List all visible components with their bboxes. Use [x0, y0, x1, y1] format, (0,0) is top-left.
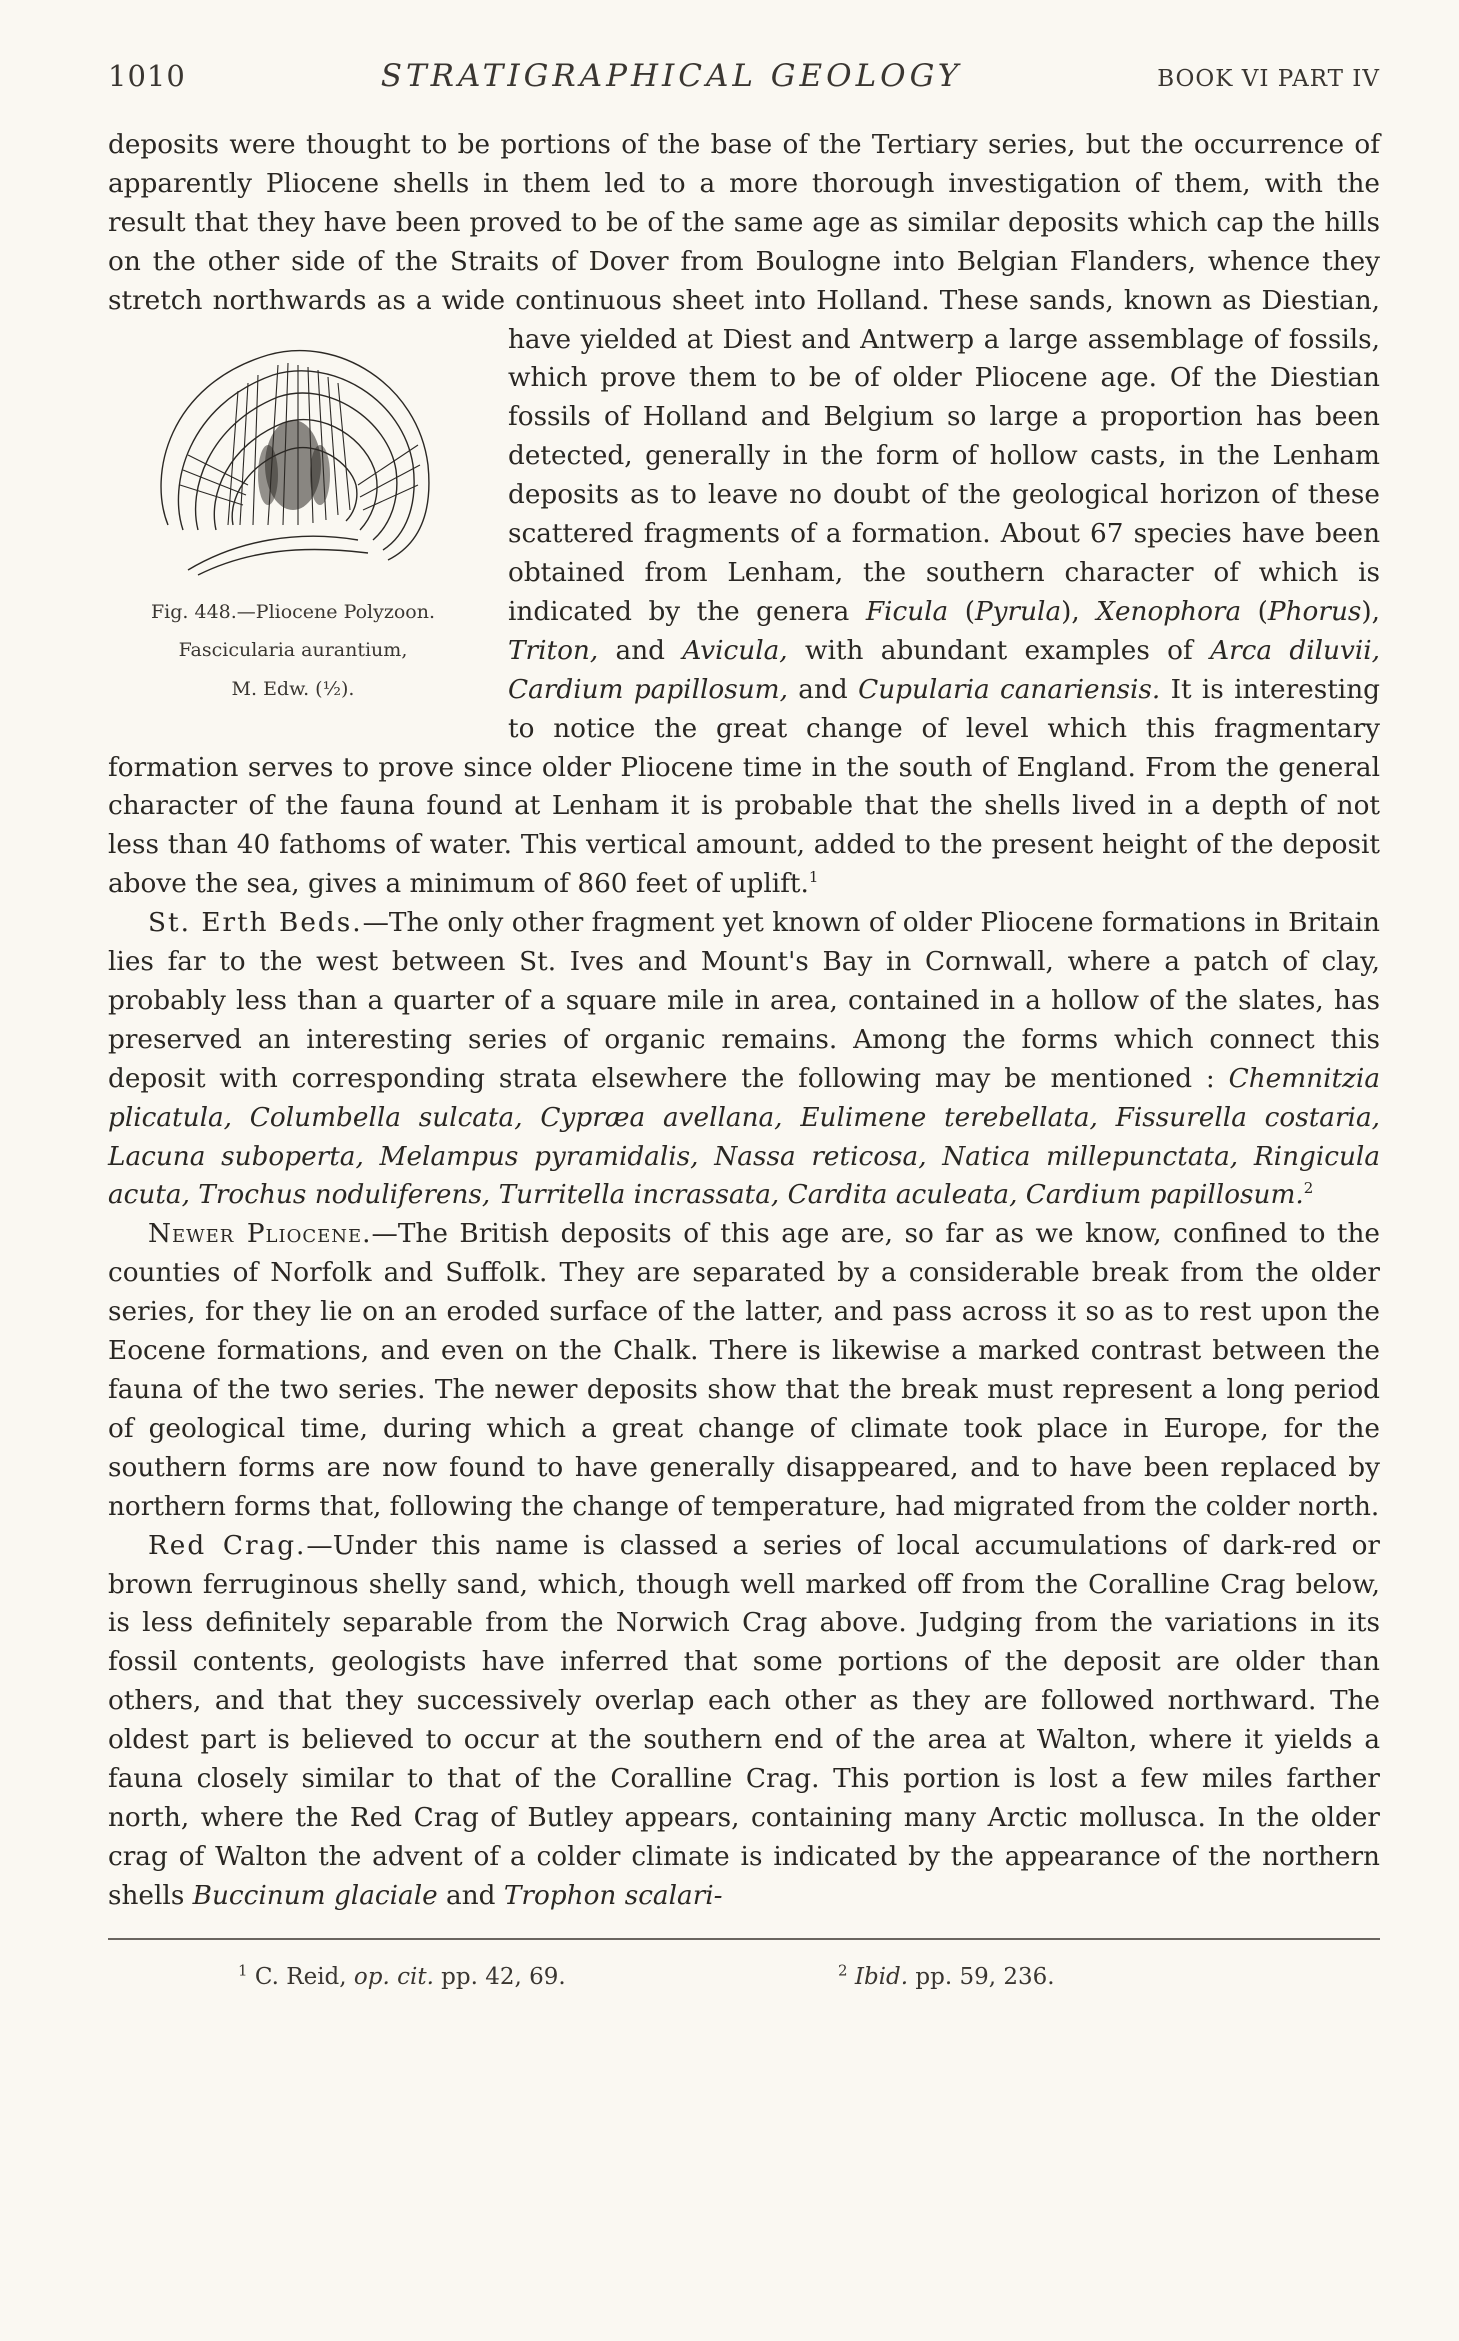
- genus-name: Phorus: [1267, 596, 1362, 627]
- paragraph-text: and: [787, 674, 859, 705]
- paragraph-red-crag: [108, 1527, 1380, 1916]
- polyzoon-engraving-icon: [128, 325, 458, 585]
- genus-name: Xenophora: [1096, 596, 1242, 627]
- paragraph-text: —Under this name is classed a series of local accumulations of dark-red or brown ferruginous shelly sand, which, though well marked off from the Coralline Crag below, is less definitely separable from the Norwich Crag above. Judging from the variations in its fossil contents, geologists have inferred that some portions of the deposit are older than others, and that they successively overlap each other as they are followed northward. The oldest part is believed to occur at the southern end of the area at Walton, where it yields a fauna closely similar to that of the Coralline Crag. This portion is lost a few miles farther north, where the Red Crag of Butley appears, containing many Arctic mollusca. In the older crag of Walton the advent of a colder climate is indicated by the appearance of the northern shells: [108, 1530, 1380, 1911]
- section-heading: Red Crag.: [148, 1530, 307, 1561]
- species-name: Arca diluvii, Cardium papillosum,: [508, 635, 1381, 705]
- caption-line: Fascicularia aurantium,: [178, 639, 408, 662]
- caption-line: M. Edw. (½).: [231, 678, 355, 701]
- species-name: Cupularia canariensis.: [858, 674, 1161, 705]
- genus-name: Avicula,: [682, 635, 788, 666]
- genus-name: Pyrula: [974, 596, 1062, 627]
- footnote-mark: 2: [838, 1961, 848, 1980]
- species-list: Chemnitzia plicatula, Columbella sulcata, Cypræa avellana, Eulimene terebellata, Fissurella costaria, Lacuna suboperta, Melampus pyramidalis, Nassa reticosa, Natica millepunctata, Ringicula acuta, Trochus noduliferens, Turritella incrassata, Cardita aculeata, Cardium papillosum.: [108, 1063, 1380, 1211]
- genus-name: Ficula: [865, 596, 949, 627]
- book-page: [108, 58, 1380, 1990]
- paragraph-text: —The British deposits of this age are, so far as we know, confined to the counties of Norfolk and Suffolk. They are separated by a considerable break from the older series, for they lie on an eroded surface of the latter, and pass across it so as to rest upon the Eocene formations, and even on the Chalk. There is likewise a marked contrast between the fauna of the two series. The newer deposits show that the break must represent a long period of geological time, during which a great change of climate took place in Europe, for the southern forms are now found to have generally disappeared, and to have been replaced by northern forms that, following the change of temperature, had migrated from the colder north.: [108, 1219, 1380, 1522]
- paragraph-diestian: [108, 126, 1380, 904]
- paragraph-text: ),: [1361, 596, 1380, 627]
- footnote-text: pp. 59, 236.: [908, 1963, 1055, 1990]
- paragraph-text: (: [948, 596, 975, 627]
- section-heading: St. Erth Beds.: [148, 908, 363, 939]
- figure-448: [108, 325, 478, 708]
- paragraph-text: and: [598, 635, 683, 666]
- footnote-divider: [108, 1938, 1380, 1940]
- figure-caption: [151, 601, 435, 701]
- page-number: 1010: [108, 59, 186, 93]
- paragraph-st-erth: [108, 904, 1380, 1215]
- body-text: [108, 126, 1380, 1916]
- running-header: [108, 58, 1380, 94]
- paragraph-text: (: [1241, 596, 1268, 627]
- footnotes: [108, 1961, 1380, 1990]
- footnote-text: C. Reid,: [254, 1963, 354, 1990]
- paragraph-newer-pliocene: [108, 1215, 1380, 1526]
- species-name: Trophon scalari-: [503, 1880, 723, 1911]
- running-title: STRATIGRAPHICAL GEOLOGY: [380, 58, 963, 94]
- footnote-1: [238, 1961, 838, 1990]
- footnote-citation: Ibid.: [854, 1963, 909, 1990]
- paragraph-text: deposits were thought to be portions of the base of the Tertiary series, but the occurrence of apparently Pliocene shells in them led to a more thorough investigation of them, with the result that they have been proved to be of the same age as similar deposits which cap the hills on the other side of the Straits of Dover from Boulogne into Belgian Flanders, whence they stretch northwards as a wide continuous sheet into Holland. These sands, known as Diestian, have yielded at Diest and Antwerp a large: [108, 130, 1380, 355]
- paragraph-text: It is interesting to notice the great change of level which this fragmentary formation serves to prove since older Pliocene time in the south of England. From the general character of the fauna found at Lenham it is probable that the shells lived in a depth of not less than 40 fathoms of water. This vertical amount, added to the present height of the deposit above the sea, gives a minimum of 860 feet of uplift.: [108, 674, 1380, 900]
- footnote-citation: op. cit.: [353, 1963, 434, 1990]
- paragraph-text: assemblage of fossils, which prove them to be of older Pliocene age. Of the Diestian fossils of Holland and Belgium so large a proportion has been detected, generally in the form of hollow casts, in the Lenham deposits as to leave no doubt of the geological horizon of these scattered fragments of a formation. About 67 species have been obtained from Lenham, the southern character of which is indicated by the genera: [508, 324, 1381, 627]
- species-name: Buccinum glaciale: [192, 1880, 438, 1911]
- footnote-2: [838, 1961, 1055, 1990]
- genus-name: Triton,: [508, 635, 599, 666]
- paragraph-text: ),: [1061, 596, 1097, 627]
- book-part-label: BOOK VI PART IV: [1157, 66, 1380, 92]
- section-heading: Newer Pliocene.: [148, 1219, 372, 1250]
- footnote-text: pp. 42, 69.: [433, 1963, 566, 1990]
- footnote-ref[interactable]: 1: [808, 868, 819, 887]
- caption-line: Fig. 448.—Pliocene Polyzoon.: [150, 600, 436, 623]
- paragraph-text: —The only other fragment yet known of older Pliocene formations in Britain lies far to the west between St. Ives and Mount's Bay in Cornwall, where a patch of clay, probably less than a quarter of a square mile in area, contained in a hollow of the slates, has preserved an interesting series of organic remains. Among the forms which connect this deposit with corresponding strata elsewhere the following may be mentioned :: [108, 908, 1380, 1094]
- footnote-ref[interactable]: 2: [1303, 1179, 1314, 1198]
- footnote-mark: 1: [238, 1961, 248, 1980]
- paragraph-text: and: [437, 1880, 504, 1911]
- paragraph-text: with abundant examples of: [787, 635, 1211, 666]
